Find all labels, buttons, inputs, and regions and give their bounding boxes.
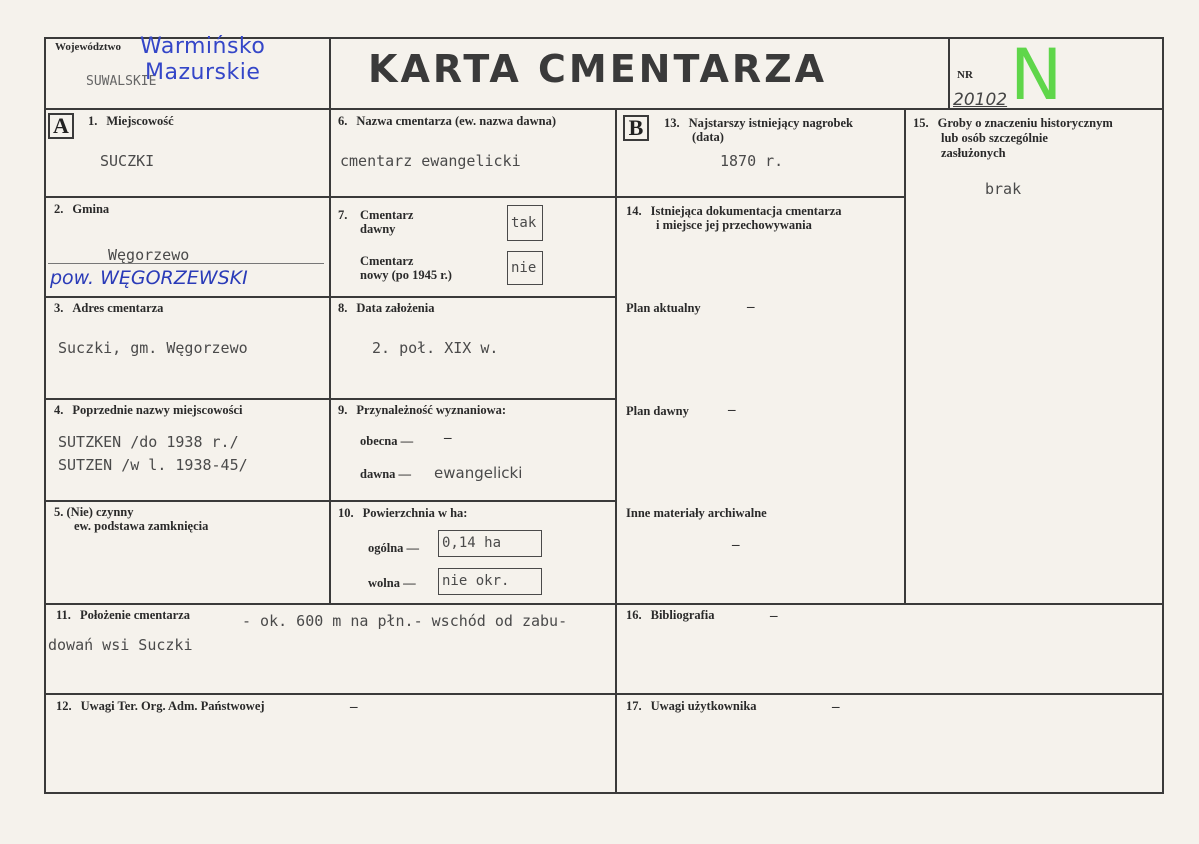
grid-h1 [44, 196, 617, 198]
field15-label3: zasłużonych [941, 146, 1006, 160]
field11-value2: dowań wsi Suczki [48, 636, 193, 654]
field17-label: 17. Uwagi użytkownika [626, 699, 757, 713]
field17-value: – [832, 699, 840, 715]
field14-label1: 14. Istniejąca dokumentacja cmentarza [626, 204, 842, 218]
field7-num: 7. [338, 208, 348, 222]
field12-value: – [350, 699, 358, 715]
field10-ogolna-value: 0,14 ha [438, 530, 542, 557]
field8-label: 8. Data założenia [338, 301, 435, 315]
grid-h-b [615, 196, 906, 198]
field14-label2: i miejsce jej przechowywania [656, 218, 812, 232]
field4-value2: SUTZEN /w l. 1938-45/ [58, 456, 248, 474]
field9-dawna-label: dawna — [360, 467, 412, 481]
nr-letter: N [1010, 34, 1063, 116]
field1-label: 1. Miejscowość [88, 114, 174, 128]
plan-dawny-label: Plan dawny [626, 404, 689, 418]
grid-v1 [329, 108, 331, 603]
field7-dawny-l1: Cmentarz [360, 208, 414, 222]
field13-value: 1870 r. [720, 152, 784, 170]
nr-label: NR [957, 69, 973, 81]
header-v2 [948, 37, 950, 108]
grid-v3 [904, 108, 906, 603]
field7-dawny-l2: dawny [360, 222, 396, 236]
wojewodztwo-typed: SUWALSKIE [86, 74, 157, 89]
field10-wolna-label: wolna — [368, 576, 416, 590]
plan-aktualny-value: – [747, 299, 755, 315]
field9-dawna-value: ewangelicki [434, 464, 523, 482]
wojewodztwo-stamp-line2: Mazurskie [145, 60, 261, 85]
field7-nowy-l1: Cmentarz [360, 254, 414, 268]
field11-label: 11. Położenie cmentarza [56, 608, 190, 622]
section-b-badge: B [623, 115, 649, 141]
grid-h5 [44, 603, 1164, 605]
field2-label: 2. Gmina [54, 202, 110, 216]
grid-v2 [615, 108, 617, 794]
field6-value: cmentarz ewangelicki [340, 152, 521, 170]
field15-label2: lub osób szczególnie [941, 131, 1048, 145]
field10-wolna-value: nie okr. [438, 568, 542, 595]
field16-value: – [770, 608, 778, 624]
field5-label: 5. (Nie) czynny [54, 505, 134, 519]
field15-value: brak [985, 180, 1022, 198]
field2-value: Węgorzewo [108, 246, 190, 264]
field15-label1: 15. Groby o znaczeniu historycznym [913, 116, 1113, 130]
field16-label: 16. Bibliografia [626, 608, 715, 622]
field2-underline [48, 263, 324, 264]
plan-aktualny-label: Plan aktualny [626, 301, 701, 315]
wojewodztwo-label: Województwo [55, 41, 121, 53]
field6-label: 6. Nazwa cmentarza (ew. nazwa dawna) [338, 114, 556, 128]
field2-handwritten: pow. WĘGORZEWSKI [50, 267, 248, 289]
field8-value: 2. poł. XIX w. [372, 339, 499, 357]
field11-value1: - ok. 600 m na płn.- wschód od zabu- [242, 612, 568, 630]
field5-label2: ew. podstawa zamknięcia [74, 519, 209, 533]
inne-materialy-label: Inne materiały archiwalne [626, 506, 767, 520]
inne-materialy-value: – [732, 537, 740, 553]
wojewodztwo-stamp-line1: Warmińsko [140, 34, 266, 59]
plan-dawny-value: – [728, 402, 736, 418]
grid-h3 [44, 398, 617, 400]
header-v1 [329, 37, 331, 108]
section-a-badge: A [48, 113, 74, 139]
field10-ogolna-label: ogólna — [368, 541, 420, 555]
nr-number: 20102 [953, 90, 1008, 110]
field3-value: Suczki, gm. Węgorzewo [58, 339, 248, 357]
field12-label: 12. Uwagi Ter. Org. Adm. Państwowej [56, 699, 265, 713]
field7-nowy-l2: nowy (po 1945 r.) [360, 268, 452, 282]
field4-value1: SUTZKEN /do 1938 r./ [58, 433, 239, 451]
field7-nowy-value: nie [507, 251, 543, 285]
field13-label2: (data) [692, 130, 724, 144]
grid-h4 [44, 500, 617, 502]
field9-label: 9. Przynależność wyznaniowa: [338, 403, 507, 417]
field7-dawny-value: tak [507, 205, 543, 241]
field10-label: 10. Powierzchnia w ha: [338, 506, 468, 520]
field1-value: SUCZKI [100, 152, 155, 170]
grid-h6 [44, 693, 1164, 695]
field9-obecna-value: – [444, 430, 452, 446]
grid-h2 [44, 296, 617, 298]
field4-label: 4. Poprzednie nazwy miejscowości [54, 403, 243, 417]
field3-label: 3. Adres cmentarza [54, 301, 164, 315]
field9-obecna-label: obecna — [360, 434, 414, 448]
field13-label1: 13. Najstarszy istniejący nagrobek [664, 116, 853, 130]
card-title: KARTA CMENTARZA [368, 47, 828, 91]
